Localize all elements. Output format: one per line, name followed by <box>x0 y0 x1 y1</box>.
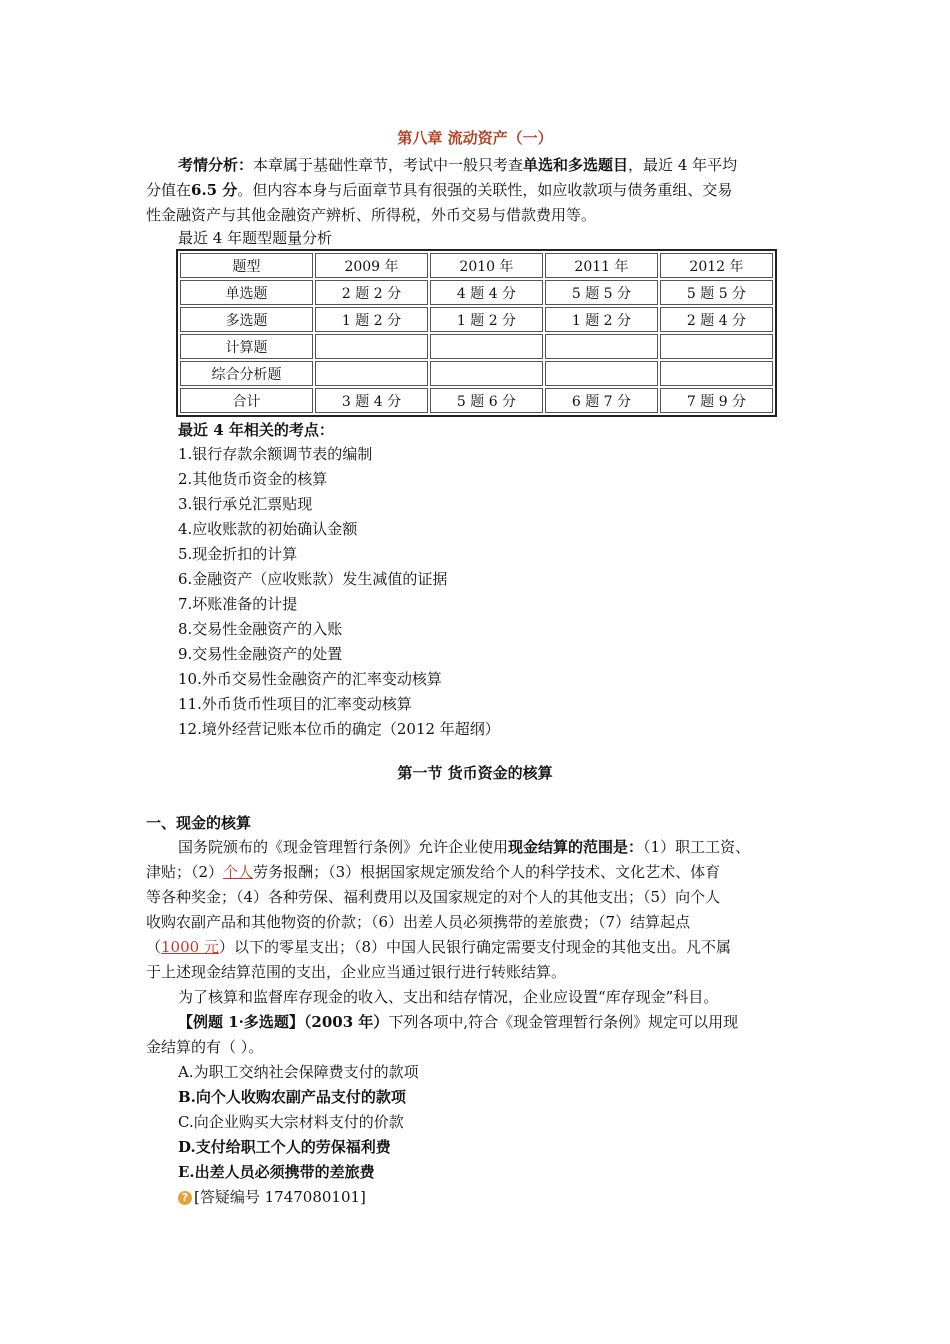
example-text: 下列各项中,符合《现金管理暂行条例》规定可以用现 <box>388 1013 739 1031</box>
option-a: A.为职工交纳社会保障费支付的款项 <box>178 1063 419 1081</box>
question-stats-table <box>176 249 777 417</box>
table-cell: 合计 <box>180 388 313 413</box>
table-cell: 多选题 <box>180 307 313 332</box>
key-points-title: 最近 4 年相关的考点： <box>178 421 334 439</box>
table-header-row <box>180 253 773 278</box>
option-d: D.支付给职工个人的劳保福利费 <box>178 1138 391 1156</box>
exam-analysis-emphasis: 单选和多选题目 <box>523 156 629 174</box>
paragraph-text: （ <box>146 938 162 956</box>
list-item: 9.交易性金融资产的处置 <box>178 645 343 663</box>
table-cell: 4 题 4 分 <box>430 280 543 305</box>
table-cell <box>430 334 543 359</box>
option-c: C.向企业购买大宗材料支付的价款 <box>178 1113 404 1131</box>
table-cell: 3 题 4 分 <box>315 388 428 413</box>
highlight-link[interactable]: 1000 元 <box>161 938 219 956</box>
paragraph-line: 为了核算和监督库存现金的收入、支出和结存情况，企业应设置“库存现金”科目。 <box>178 988 719 1006</box>
table-header-cell: 2010 年 <box>430 253 543 278</box>
exam-analysis-text: 分值在 <box>146 181 192 199</box>
question-icon[interactable]: ? <box>178 1191 192 1205</box>
exam-analysis-text: ，最近 4 年平均 <box>628 156 738 174</box>
table-cell <box>660 361 773 386</box>
section-title: 第一节 货币资金的核算 <box>397 764 553 782</box>
table-row <box>180 334 773 359</box>
paragraph-line: 收购农副产品和其他物资的价款；（6）出差人员必须携带的差旅费；（7）结算起点 <box>146 913 691 931</box>
qa-code: [答疑编号 1747080101] <box>194 1188 366 1206</box>
table-cell <box>430 361 543 386</box>
subsection-title: 一、现金的核算 <box>146 814 252 832</box>
exam-analysis-line1 <box>178 154 848 176</box>
list-item: 8.交易性金融资产的入账 <box>178 620 343 638</box>
paragraph-line: 于上述现金结算范围的支出，企业应当通过银行进行转账结算。 <box>146 963 567 981</box>
list-item: 3.银行承兑汇票贴现 <box>178 495 313 513</box>
list-item: 6.金融资产（应收账款）发生减值的证据 <box>178 570 448 588</box>
table-cell <box>545 361 658 386</box>
table-cell: 7 题 9 分 <box>660 388 773 413</box>
table-cell <box>315 361 428 386</box>
list-item: 5.现金折扣的计算 <box>178 545 298 563</box>
paragraph-line: 等各种奖金；（4）各种劳保、福利费用以及国家规定的对个人的其他支出；（5）向个人 <box>146 888 721 906</box>
list-item: 11.外币货币性项目的汇率变动核算 <box>178 695 412 713</box>
table-row <box>180 307 773 332</box>
table-row <box>180 361 773 386</box>
table-cell <box>660 334 773 359</box>
table-header-cell: 题型 <box>180 253 313 278</box>
table-cell: 综合分析题 <box>180 361 313 386</box>
paragraph-text: （1）职工工资、 <box>643 838 751 856</box>
highlight-link[interactable]: 个人 <box>223 863 254 881</box>
table-caption: 最近 4 年题型题量分析 <box>178 229 333 247</box>
qa-reference[interactable] <box>178 1186 848 1208</box>
table-row <box>180 388 773 413</box>
exam-analysis-line2 <box>146 179 816 201</box>
table-header-cell: 2011 年 <box>545 253 658 278</box>
table-row <box>180 280 773 305</box>
chapter-title: 第八章 流动资产（一） <box>397 129 553 147</box>
example-label: 【例题 1·多选题】（2003 年） <box>178 1013 389 1031</box>
table-header-cell: 2012 年 <box>660 253 773 278</box>
list-item: 1.银行存款余额调节表的编制 <box>178 445 373 463</box>
table-cell: 1 题 2 分 <box>545 307 658 332</box>
exam-analysis-label: 考情分析： <box>178 156 254 174</box>
table-cell: 单选题 <box>180 280 313 305</box>
list-item: 12.境外经营记账本位币的确定（2012 年超纲） <box>178 720 500 738</box>
option-e: E.出差人员必须携带的差旅费 <box>178 1163 375 1181</box>
paragraph-emphasis: 现金结算的范围是： <box>508 838 644 856</box>
list-item: 7.坏账准备的计提 <box>178 595 298 613</box>
table-cell: 6 题 7 分 <box>545 388 658 413</box>
paragraph-text: 国务院颁布的《现金管理暂行条例》允许企业使用 <box>178 838 509 856</box>
table-cell: 2 题 4 分 <box>660 307 773 332</box>
example-question-line <box>178 1011 848 1033</box>
table-cell: 1 题 2 分 <box>315 307 428 332</box>
exam-analysis-emphasis: 6.5 分 <box>191 181 238 199</box>
paragraph-text: 劳务报酬；（3）根据国家规定颁发给个人的科学技术、文化艺术、体育 <box>253 863 721 881</box>
exam-analysis-text: 。但内容本身与后面章节具有很强的关联性，如应收款项与债务重组、交易 <box>237 181 733 199</box>
paragraph-line <box>146 861 816 883</box>
table-cell: 2 题 2 分 <box>315 280 428 305</box>
table-cell: 5 题 5 分 <box>660 280 773 305</box>
table-cell: 计算题 <box>180 334 313 359</box>
table-header-cell: 2009 年 <box>315 253 428 278</box>
table-cell <box>315 334 428 359</box>
example-question-line: 金结算的有（ ）。 <box>146 1038 264 1056</box>
list-item: 4.应收账款的初始确认金额 <box>178 520 358 538</box>
paragraph-text: ）以下的零星支出；（8）中国人民银行确定需要支付现金的其他支出。凡不属 <box>218 938 732 956</box>
paragraph-text: 津贴；（2） <box>146 863 224 881</box>
table-cell: 5 题 6 分 <box>430 388 543 413</box>
list-item: 2.其他货币资金的核算 <box>178 470 328 488</box>
exam-analysis-text: 本章属于基础性章节，考试中一般只考查 <box>253 156 524 174</box>
option-b: B.向个人收购农副产品支付的款项 <box>178 1088 406 1106</box>
paragraph-line <box>146 936 816 958</box>
list-item: 10.外币交易性金融资产的汇率变动核算 <box>178 670 442 688</box>
table-cell: 5 题 5 分 <box>545 280 658 305</box>
paragraph-line <box>178 836 848 858</box>
exam-analysis-line3: 性金融资产与其他金融资产辨析、所得税，外币交易与借款费用等。 <box>146 206 597 224</box>
table-cell: 1 题 2 分 <box>430 307 543 332</box>
table-cell <box>545 334 658 359</box>
